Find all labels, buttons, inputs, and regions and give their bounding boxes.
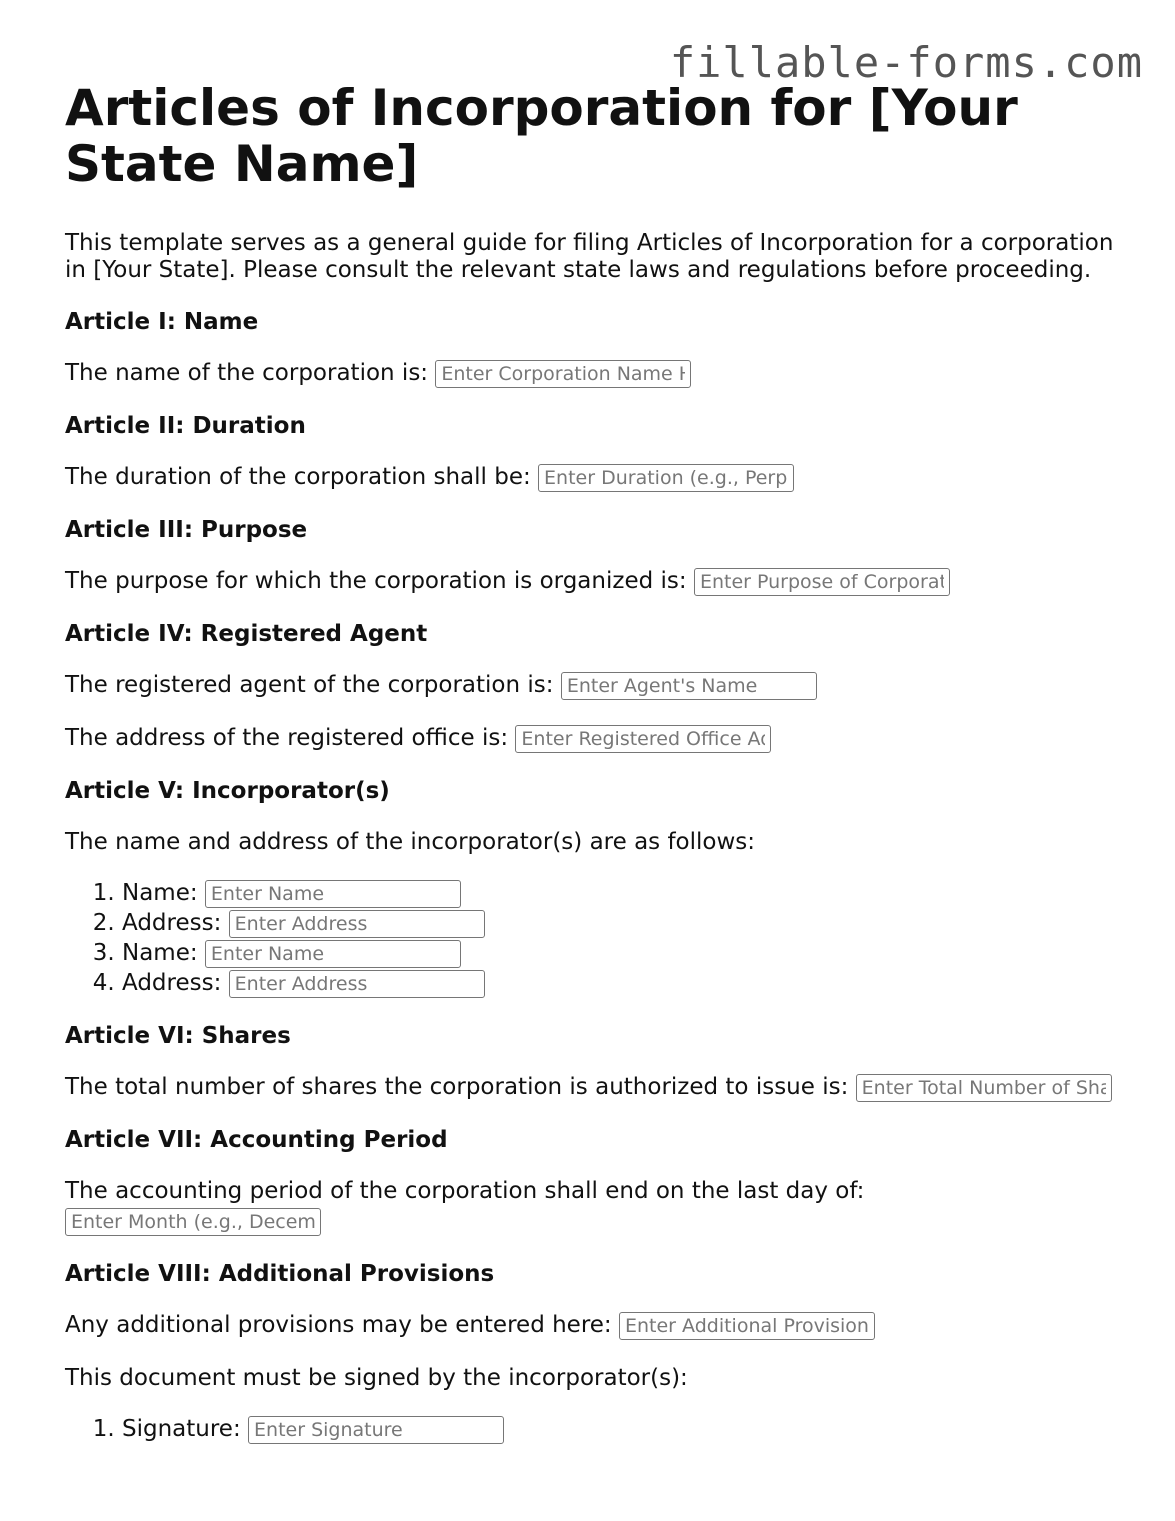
article-8-text: Any additional provisions may be entered here: (65, 1312, 612, 1338)
article-1-line (65, 358, 1125, 388)
article-4-heading: Article IV: Registered Agent (65, 621, 428, 647)
incorporator-2-name-label: Name: (122, 940, 198, 966)
article-8-line (65, 1310, 1125, 1340)
article-8-heading: Article VIII: Additional Provisions (65, 1261, 495, 1287)
signature-input[interactable] (248, 1416, 504, 1444)
article-3-heading: Article III: Purpose (65, 517, 308, 543)
incorporator-1-address-input[interactable] (229, 910, 485, 938)
watermark: fillable-forms.com (669, 38, 1143, 87)
article-5-text: The name and address of the incorporator(s) are as follows: (65, 829, 756, 855)
article-4-agent-line (65, 670, 1125, 700)
list-item (122, 878, 1125, 908)
document-body (65, 80, 1125, 1444)
additional-provisions-input[interactable] (619, 1312, 875, 1340)
article-4-office-line (65, 723, 1125, 753)
page-title: Articles of Incorporation for [Your State Name] (65, 79, 1018, 193)
incorporator-list (65, 878, 1125, 998)
article-2-heading: Article II: Duration (65, 413, 306, 439)
article-6-heading: Article VI: Shares (65, 1023, 291, 1049)
agent-name-input[interactable] (561, 672, 817, 700)
incorporator-1-name-label: Name: (122, 880, 198, 906)
list-item (122, 908, 1125, 938)
list-item (122, 938, 1125, 968)
article-3-line (65, 566, 1125, 596)
incorporator-1-address-label: Address: (122, 910, 222, 936)
incorporator-2-address-label: Address: (122, 970, 222, 996)
purpose-input[interactable] (694, 568, 950, 596)
article-7-line (65, 1176, 1125, 1236)
accounting-month-input[interactable] (65, 1208, 321, 1236)
article-6-line (65, 1072, 1125, 1102)
corporation-name-input[interactable] (435, 360, 691, 388)
list-item (122, 1414, 1125, 1444)
article-5-heading: Article V: Incorporator(s) (65, 778, 390, 804)
article-7-text: The accounting period of the corporation shall end on the last day of: (65, 1178, 865, 1204)
article-1-heading: Article I: Name (65, 309, 259, 335)
signature-text: This document must be signed by the incorporator(s): (65, 1365, 688, 1391)
article-2-line (65, 462, 1125, 492)
article-2-text: The duration of the corporation shall be: (65, 464, 531, 490)
intro-paragraph: This template serves as a general guide for filing Articles of Incorporation for a corporation in [Your State]. Please consult the relevant state laws and regulations before proceeding. (65, 230, 1114, 283)
article-4-agent-text: The registered agent of the corporation is: (65, 672, 554, 698)
signature-label: Signature: (122, 1416, 241, 1442)
article-6-text: The total number of shares the corporation is authorized to issue is: (65, 1074, 849, 1100)
duration-input[interactable] (538, 464, 794, 492)
incorporator-2-address-input[interactable] (229, 970, 485, 998)
article-7-heading: Article VII: Accounting Period (65, 1127, 448, 1153)
shares-input[interactable] (856, 1074, 1112, 1102)
article-3-text: The purpose for which the corporation is organized is: (65, 568, 687, 594)
incorporator-1-name-input[interactable] (205, 880, 461, 908)
incorporator-2-name-input[interactable] (205, 940, 461, 968)
registered-office-input[interactable] (515, 725, 771, 753)
list-item (122, 968, 1125, 998)
article-4-office-text: The address of the registered office is: (65, 725, 509, 751)
signature-list (65, 1414, 1125, 1444)
article-1-text: The name of the corporation is: (65, 360, 429, 386)
